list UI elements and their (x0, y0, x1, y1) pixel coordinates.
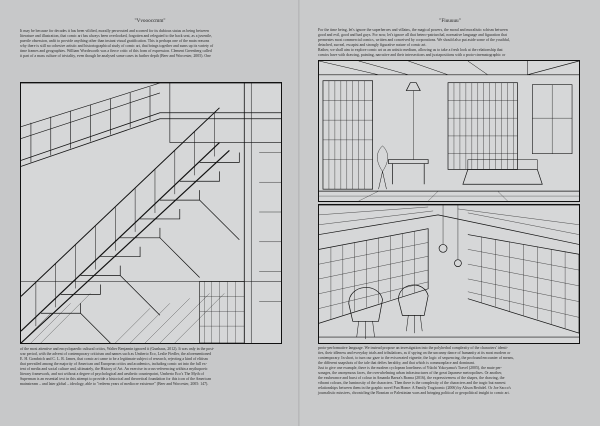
library-shelves-chairs-illustration (318, 204, 580, 344)
text-line: Rather, we shall aim to explore comic art as an artistic medium, allowing us to take a fresh look at the relationship that (318, 48, 503, 52)
text-line: detached, surreal, escapist and strongly figurative nature of comic art. (318, 43, 427, 47)
text-line: good and evil, good and bad guys. For now, let's ignore all that hetero-patriarchal, normative language and figuration that (318, 33, 507, 37)
text-line: literature and illustration, that comic art has always been overlooked, forgotten and relegated to the back seat, as a juvenile, (20, 34, 212, 38)
left-page-title: "Vvoooccmm" (134, 18, 166, 24)
text-line: Just to give one example, there is the modern cyclopean loneliness of Yūichi Yokoyama's Travel (2005), the mute per- (318, 366, 502, 370)
right-page-top-paragraph (318, 28, 580, 58)
text-line: it part of a mass culture of triviality, even though he analysed some cases in further depth (Beer and Worcester, 2005). One (20, 54, 211, 58)
text-line: sonages, the anonymous faces, the overwhelming urban infrastructures of the great Japanese metropolises. Or another, (318, 371, 503, 375)
text-line: the different snapshots of the tale that defies heraldry, and that which is commonplace and dominant. (318, 361, 475, 365)
right-page-bottom-paragraph (318, 346, 580, 396)
right-page (300, 0, 600, 426)
text-line: E. H. Gombrich and C. L. R. James, that comic art came to be a legitimate subject of research, rejecting a kind of elitism (20, 357, 208, 361)
text-line: For the time being, let's ignore the superheroes and villains, the magical powers, the moral and moralistic schism between (318, 28, 508, 32)
text-line: time frames and geographies. William Wordsworth was a fierce critic of this form of expression. Clement Greenberg called (20, 49, 212, 53)
text-line: the exuberance and burst of colour in Amanda Baeza's Brama (2016), the expressiveness of the shapes, the drawing, the (318, 376, 505, 380)
text-line: It may be because for decades it has been vilified, morally persecuted and scorned for its dubious status as being between (20, 29, 209, 33)
text-line: puerile obsession, unfit to provide anything other than instant visual gratification. This is perhaps one of the main reasons (20, 39, 210, 43)
text-line: Superman is an essential text in this attempt to provide a historical and theoretical foundation for this icon of the American (20, 377, 212, 381)
text-line: permeates most commercial comics, written and conceived by corporations. We should also put aside some of the youthful, (318, 38, 510, 42)
text-line: war period, with the advent of contemporary criticism and names such as Umberto Eco, Leslie Fiedler, the aforementioned (20, 352, 212, 356)
text-line: that prevailed among the majority of American and European critics and academics, including comic art into the full ex- (20, 362, 208, 366)
text-line: mainstream – and later global – ideology, able to "redeem years of mediocre existence" (Beer and Worcester, 2005: 147). (20, 382, 209, 386)
left-page-top-paragraph (20, 29, 282, 59)
text-line: comics have with drawing, painting, narrative and their intersections and juxtapositions with a proto-cinematographic or (318, 53, 506, 57)
left-page-bottom-paragraph (20, 347, 282, 387)
text-line: literary framework, and not without a degree of psychological and aesthetic counterpoint, Umberto Eco's The Myth of (20, 372, 204, 376)
staircase-illustration (20, 82, 282, 344)
text-line: relationships between them in the graphic novel Fun Home: A Family Tragicomic (2006) by Alison Bechdel. Or Joe Sacco's (318, 386, 511, 390)
right-page-title: "Fiuuuuu" (439, 18, 461, 24)
text-line: tent of media and social culture and, ultimately, the History of Art. An exercise in cross-referencing within a mythopoeic (20, 367, 208, 371)
text-line: journalistic missives, chronicling the Bosnian or Palestinian wars and bringing political or geopolitical insight to comic art. (318, 391, 510, 395)
text-line: proto-performative language. We instead propose an investigation into the polyhedral complexity of the characters' identi- (318, 346, 508, 350)
text-line: ties, their idleness and everyday trials and tribulations, as if spying on the uncanny dance of humanity at its most modern or (318, 351, 511, 355)
library-interior-illustration (318, 60, 580, 202)
text-line: why there is still no cohesive artistic and historiographical study of comic art, that brings together and sums up its variety of (20, 44, 214, 48)
text-line: of the most attentive and encyclopaedic cultural critics, Walter Benjamin ignored it (Gunhaus, 2012). It was only in the post- (20, 347, 215, 351)
text-line: vibrant colours, the luminosity of the characters. Then there is the complexity of the characters and the tragic but earnest (318, 381, 506, 385)
text-line: contemporary. In short, to turn our gaze to the eviscerated vignette, the logic of sequencing, the profound encounter of means, (318, 356, 514, 360)
